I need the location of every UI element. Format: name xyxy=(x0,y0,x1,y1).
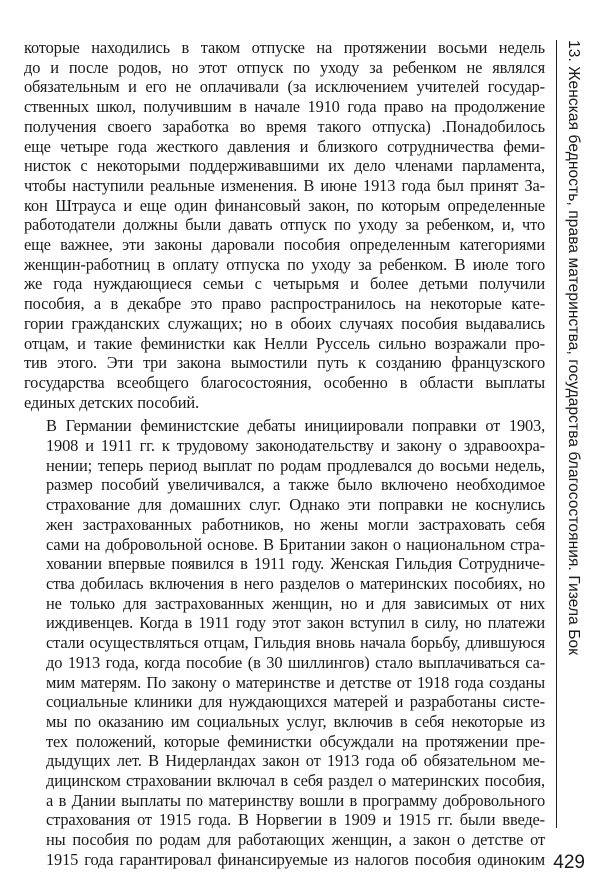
text-line: обязательным и его не оплачивали (за исключением учителей государ- xyxy=(24,77,545,97)
text-line: размер пособий увеличивался, а также было включено необходимое xyxy=(46,475,545,495)
text-line: нисток с некоторыми поддерживавшими их дело членами парламента, xyxy=(24,156,545,176)
running-head-divider xyxy=(556,40,557,828)
text-line: женщин-работниц в оплату отпуска по уходу за ребенком. В июле того xyxy=(24,254,545,274)
text-line: которые находились в таком отпуске на протяжении восьми недель xyxy=(24,38,545,57)
text-line: гории гражданских служащих; но в обоих случаях пособия выдавались xyxy=(24,313,545,333)
text-line: единых детских пособий. xyxy=(24,392,199,412)
paragraph-2 xyxy=(24,416,545,869)
text-line: 1915 года гарантировал финансируемые из налогов пособия одиноким xyxy=(46,849,545,869)
text-line: еще важнее, эти законы даровали пособия определенным категориями xyxy=(24,235,545,255)
text-line: 1908 и 1911 гг. к трудовому законодательству и закону о здравоохра- xyxy=(46,436,545,456)
text-line: тив этого. Эти три закона вымостили путь к созданию французского xyxy=(24,353,545,373)
text-line: тех положений, которые феминистки обсуждали на протяжении пре- xyxy=(46,731,545,751)
text-line: ховании впервые появился в 1911 году. Женская Гильдия Сотрудниче- xyxy=(46,554,545,574)
text-line: не только для застрахованных женщин, но и для зависимых от них xyxy=(46,593,545,613)
text-line: ны пособия по родам для работающих женщин, а закон о детстве от xyxy=(46,830,545,850)
text-line: а в Дании выплаты по материнству вошли в программу добровольного xyxy=(46,790,545,810)
body-text xyxy=(24,38,545,870)
text-line: В Германии феминистские дебаты инициировали поправки от 1903, xyxy=(46,416,545,436)
paragraph-1 xyxy=(24,38,545,412)
running-head xyxy=(560,40,590,820)
text-line: же года нуждающиеся семьи с четырьмя и более детьми получили xyxy=(24,274,545,294)
text-line: до 1913 года, когда пособие (в 30 шиллингов) стало выплачиваться са- xyxy=(46,652,545,672)
text-line: нении; теперь период выплат по родам продлевался до восьми недель, xyxy=(46,455,545,475)
text-line: стали осуществляться отцам, Гильдия вновь начала борьбу, длившуюся xyxy=(46,633,545,653)
page-number: 429 xyxy=(553,852,585,873)
running-head-text: 13. Женская бедность, права материнства, государства благосостояния. Гизела Бок xyxy=(565,40,582,656)
text-line: пособия, а в декабре это право распространилось на некоторые кате- xyxy=(24,294,545,314)
text-line: работодатели должны были давать отпуск по уходу за ребенком, и, что xyxy=(24,215,545,235)
text-line: социальные клиники для нуждающихся матерей и разработаны систе- xyxy=(46,692,545,712)
text-line: еще четыре года жесткого давления и близкого сотрудничества феми- xyxy=(24,136,545,156)
text-line: мы по оказанию им социальных услуг, включив в себя некоторые из xyxy=(46,711,545,731)
text-line: до и после родов, но этот отпуск по уходу за ребенком не являлся xyxy=(24,57,545,77)
text-line: ства добилась включения в него разделов о материнских пособиях, но xyxy=(46,573,545,593)
text-line: страхования от 1915 года. В Норвегии в 1909 и 1915 гг. были введе- xyxy=(46,810,545,830)
text-line: мим матерям. По закону о материнстве и детстве от 1918 года созданы xyxy=(46,672,545,692)
text-line: сами на добровольной основе. В Британии закон о национальном стра- xyxy=(46,534,545,554)
text-line: кон Штрауса и еще один финансовый закон, по которым определенные xyxy=(24,195,545,215)
text-line: жен застрахованных работников, но жены могли застраховать себя xyxy=(46,514,545,534)
text-line: ственных школ, получившим в начале 1910 года право на продолжение xyxy=(24,97,545,117)
text-line: чтобы наступили реальные изменения. В июне 1913 года был принят За- xyxy=(24,175,545,195)
text-line: страхование для домашних слуг. Однако эти поправки не коснулись xyxy=(46,495,545,515)
text-line: государства всеобщего благосостояния, особенно в области выплаты xyxy=(24,372,545,392)
text-line: дицинском страховании включал в себя раздел о материнских пособия, xyxy=(46,771,545,791)
text-line: отцам, и такие феминистки как Нелли Руссель сильно возражали про- xyxy=(24,333,545,353)
text-line: иждивенцев. Когда в 1911 году этот закон вступил в силу, но платежи xyxy=(46,613,545,633)
text-line: получения своего заработка во время такого отпуска) .Понадобилось xyxy=(24,116,545,136)
text-line: дыдущих лет. В Нидерландах закон от 1913 года об обязательном ме- xyxy=(46,751,545,771)
